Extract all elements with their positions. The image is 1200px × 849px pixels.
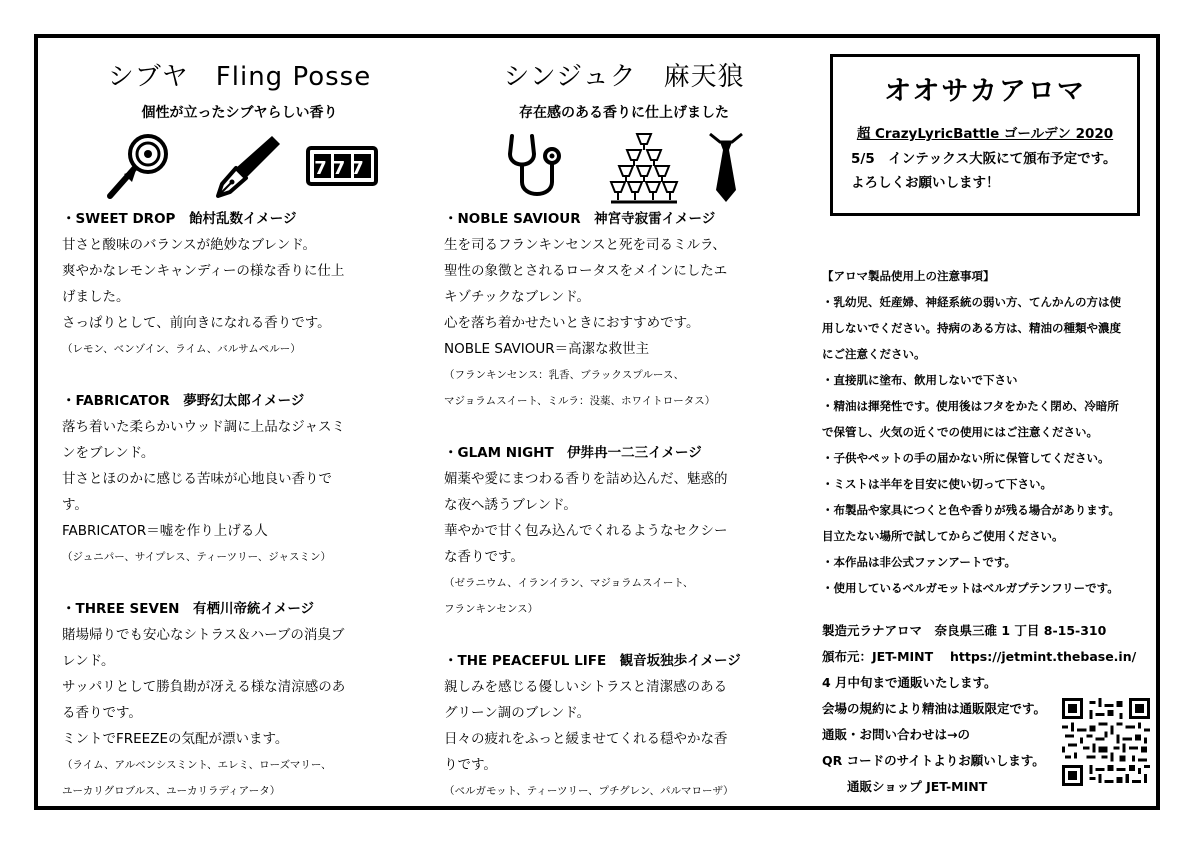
entry-line: 親しみを感じる優しいシトラスと清潔感のある [444,679,728,695]
entry-line: る香りです。 [62,705,142,721]
shibuya-icons [62,132,417,202]
caution-line: 用しないでください。持病のある方は、精油の種類や濃度 [822,321,1121,335]
entry-line: 甘さと酸味のバランスが絶妙なブレンド。 [62,237,317,253]
shinjuku-heading: シンジュク 麻天狼 [503,62,745,92]
caution-line: ・精油は揮発性です。使用後はフタをかたく閉め、冷暗所 [822,399,1119,413]
slot-777-icon [306,132,378,202]
entry-note: （ライム、アルベンシスミント、エレミ、ローズマリー、 [62,759,332,771]
shinjuku-entries [444,206,804,830]
entry-line: 落ち着いた柔らかいウッド調に上品なジャスミ [62,419,345,435]
fountain-pen-icon [212,132,282,202]
entry-title: ・GLAM NIGHT 伊弉冉一二三イメージ [444,445,702,461]
entry-line: な香りです。 [444,549,524,565]
maker-line: 会場の規約により精油は通販限定です。 [822,701,1047,716]
caution-line: ・使用しているベルガモットはベルガプテンフリーです。 [822,581,1119,595]
caution-section [822,263,1152,601]
entry-line: キゾチックなブレンド。 [444,289,591,305]
entry-line: げました。 [62,289,130,305]
entry-note: （ゼラニウム、イランイラン、マジョラムスイート、 [444,577,694,589]
caution-line: ・乳幼児、妊産婦、神経系統の弱い方、てんかんの方は使 [822,295,1121,309]
qr-code-icon[interactable] [1062,698,1150,786]
entry-line: 心を落ち着かせたいときにおすすめです。 [444,315,700,331]
entry-line: 賭場帰りでも安心なシトラス＆ハーブの消臭ブ [62,627,345,643]
event-name: 超 CrazyLyricBattle ゴールデン 2020 [856,126,1114,142]
entry-noble-saviour [444,206,804,414]
entry-note: （フランキンセンス：乳香、ブラックスプルース、 [444,369,685,381]
entry-line: 華やかで甘く包み込んでくれるようなセクシー [444,523,728,539]
entry-line: サッパリとして勝負勘が冴える様な清涼感のあ [62,679,346,695]
shibuya-subtitle: 個性が立ったシブヤらしい香り [141,105,338,121]
title-box [830,54,1140,216]
caution-line: で保管し、火気の近くでの使用にはご注意ください。 [822,425,1098,439]
entry-line: レンド。 [62,653,115,669]
entry-title: ・SWEET DROP 飴村乱数イメージ [62,211,297,227]
entry-line: 甘さとほのかに感じる苦味が心地良い香りで [62,471,332,487]
brand-title: オオサカアロマ [884,76,1086,107]
slot-777-text: 777 [314,158,370,179]
entry-note: マジョラムスイート、ミルラ：没薬、ホワイトロータス） [444,395,716,407]
entry-line: な夜へ誘うブレンド。 [444,497,577,513]
entry-title: ・NOBLE SAVIOUR 神宮寺寂雷イメージ [444,211,716,227]
entry-title: ・FABRICATOR 夢野幻太郎イメージ [62,393,305,409]
event-message-line: 5/5 インテックス大阪にて頒布予定です。 [851,151,1117,167]
entry-line: 聖性の象徴とされるロータスをメインにしたエ [444,263,728,279]
maker-line: 製造元ラナアロマ 奈良県三碓 1 丁目 8-15-310 [822,623,1107,638]
entry-line: さっぱりとして、前向きになれる香りです。 [62,315,331,331]
entry-line: FABRICATOR＝嘘を作り上げる人 [62,523,268,539]
entry-glam-night [444,440,804,622]
caution-line: ・本作品は非公式ファンアートです。 [822,555,1017,569]
entry-line: グリーン調のブレンド。 [444,705,591,721]
entry-title: ・THREE SEVEN 有栖川帝統イメージ [62,601,315,617]
entry-note: ユーカリグロブルス、ユーカリラディアータ） [62,785,281,797]
entry-fabricator [62,388,417,570]
entry-line: 媚薬や愛にまつわる香りを詰め込んだ、魅惑的 [444,471,728,487]
champagne-tower-icon [609,132,679,206]
entry-line: ミントでFREEZEの気配が漂います。 [62,731,289,747]
event-message [851,147,1117,195]
entry-line: りです。 [444,757,497,773]
caution-line: ・布製品や家具につくと色や香りが残る場合があります。 [822,503,1120,517]
entry-note: （ジュニパー、サイプレス、ティーツリー、ジャスミン） [62,551,332,563]
caution-line: にご注意ください。 [822,347,926,361]
entry-line: 日々の疲れをふっと緩ませてくれる穏やかな香 [444,731,728,747]
entry-line: 爽やかなレモンキャンディーの様な香りに仕上 [62,263,345,279]
event-message-line: よろしくお願いします！ [851,175,1000,191]
flyer-frame [34,34,1160,810]
lollipop-icon [100,132,174,202]
maker-line: QR コードのサイトよりお願いします。 [822,753,1045,768]
shibuya-entries [62,206,417,830]
caution-line: ・ミストは半年を目安に使い切って下さい。 [822,477,1052,491]
entry-line: NOBLE SAVIOUR＝高潔な救世主 [444,341,650,357]
entry-note: フランキンセンス） [444,603,539,615]
maker-line: 通販・お問い合わせは→の [822,727,970,742]
necktie-icon [706,132,746,204]
entry-note: （ベルガモット、ティーツリー、プチグレン、パルマローザ） [444,785,734,797]
shibuya-heading: シブヤ Fling Posse [107,62,372,92]
entry-sweet-drop [62,206,417,362]
shop-url[interactable]: 頒布元：JET-MINT https://jetmint.thebase.in/ [822,649,1137,664]
caution-line: ・子供やペットの手の届かない所に保管してください。 [822,451,1110,465]
caution-line: ・直接肌に塗布、飲用しないで下さい [822,373,1018,387]
caution-line: 目立たない場所で試してからご使用ください。 [822,529,1064,543]
entry-note: （レモン、ベンゾイン、ライム、バルサムペルー） [62,343,301,355]
shinjuku-subtitle: 存在感のある香りに仕上げました [519,105,729,121]
caution-heading: 【アロマ製品使用上の注意事項】 [822,269,995,283]
shinjuku-icons [444,132,804,202]
entry-title: ・THE PEACEFUL LIFE 観音坂独歩イメージ [444,653,741,669]
maker-line: 通販ショップ JET-MINT [822,779,988,794]
stethoscope-icon [504,132,574,202]
entry-peaceful-life [444,648,804,804]
entry-three-seven [62,596,417,804]
maker-line: 4 月中旬まで通販いたします。 [822,675,997,690]
entry-line: ンをブレンド。 [62,445,155,461]
entry-line: 生を司るフランキンセンスと死を司るミルラ、 [444,237,726,253]
entry-line: す。 [62,497,88,513]
